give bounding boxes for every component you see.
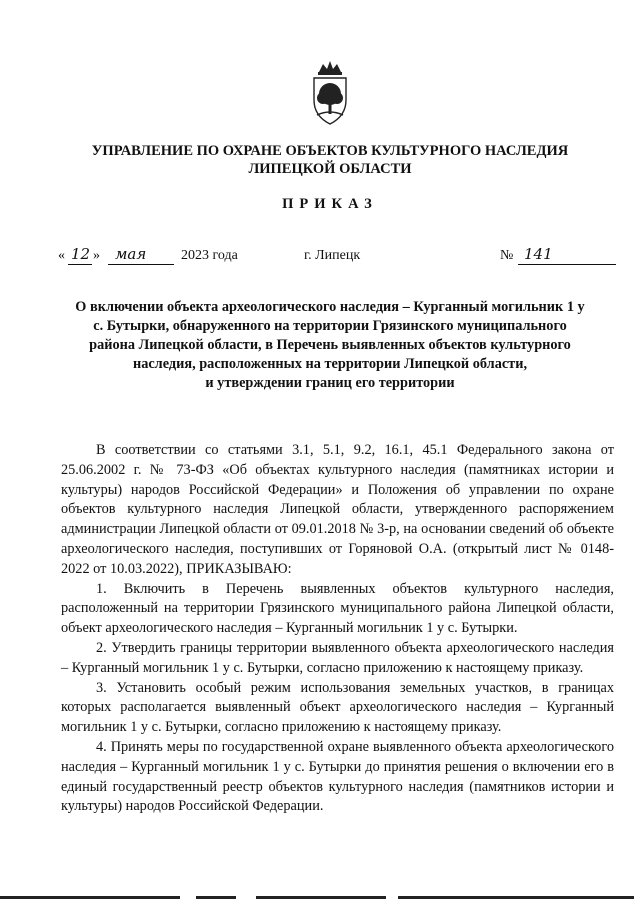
document-number: 141 [524,245,553,263]
organization-line-1: УПРАВЛЕНИЕ ПО ОХРАНЕ ОБЪЕКТОВ КУЛЬТУРНОГО НАСЛЕДИЯ [91,143,569,159]
month-underline [108,264,174,265]
subject-line: О включении объекта археологического наследия – Курганный могильник 1 у [75,299,585,315]
scan-edge-line [398,896,634,899]
quote-close: » [93,248,100,263]
date-year: 2023 года [181,248,238,263]
order-item-1: 1. Включить в Перечень выявленных объектов культурного наследия, расположенный на территории Грязинского муниципального района Липецкой области, объект археологического наследия – Курганный могильник 1 у с. Бутырки. [61,580,614,637]
order-item-2: 2. Утвердить границы территории выявленного объекта археологического наследия – Курганный могильник 1 у с. Бутырки, согласно приложению к настоящему приказу. [61,639,614,676]
date-month: мая [115,245,147,263]
day-underline [68,264,92,265]
subject-line: и утверждении границ его территории [205,375,455,391]
scan-edge-line [196,896,236,899]
organization-line-2: ЛИПЕЦКОЙ ОБЛАСТИ [248,161,412,177]
date-number-line [58,245,618,270]
subject-line: наследия, расположенных на территории Липецкой области, [132,356,528,372]
scan-edge-line [0,896,180,899]
document-type: ПРИКАЗ [282,196,378,212]
number-label: № [500,248,514,263]
coat-of-arms-icon [305,58,355,128]
subject-line: района Липецкой области, в Перечень выявленных объектов культурного [89,337,571,353]
city: г. Липецк [304,248,361,263]
date-day: 12 [71,245,91,263]
document-subject [44,298,616,393]
order-item-4: 4. Принять меры по государственной охране выявленного объекта археологического наследия – Курганный могильник 1 у с. Бутырки до принятия решения о включении его в единый государственный реестр объектов культурного наследия (памятников истории и культуры) народов Российской Федерации. [61,738,614,815]
organization-title [40,142,620,178]
document-body [61,441,614,817]
number-underline [518,264,616,265]
quote-open: « [58,248,65,263]
preamble-paragraph: В соответствии со статьями 3.1, 5.1, 9.2, 16.1, 45.1 Федерального закона от 25.06.2002 г. № 73-ФЗ «Об объектах культурного наследия (памятниках истории и культуры) народов Российской Федерации» и Положения об управлении по охране объектов культурного наследия Липецкой области, утвержденного распоряжением администрации Липецкой области от 09.01.2018 № 3-р, на основании сведений об объекте археологического наследия, поступивших от Горяновой О.А. (открытый лист № 0148-2022 от 10.03.2022), ПРИКАЗЫВАЮ: [61,442,614,577]
subject-line: с. Бутырки, обнаруженного на территории Грязинского муниципального [93,318,567,334]
order-item-3: 3. Установить особый режим использования земельных участков, в границах которых располагается выявленный объект археологического наследия – Курганный могильник 1 у с. Бутырки, согласно приложению к настоящему приказу. [61,679,614,736]
scan-edge-line [256,896,386,899]
